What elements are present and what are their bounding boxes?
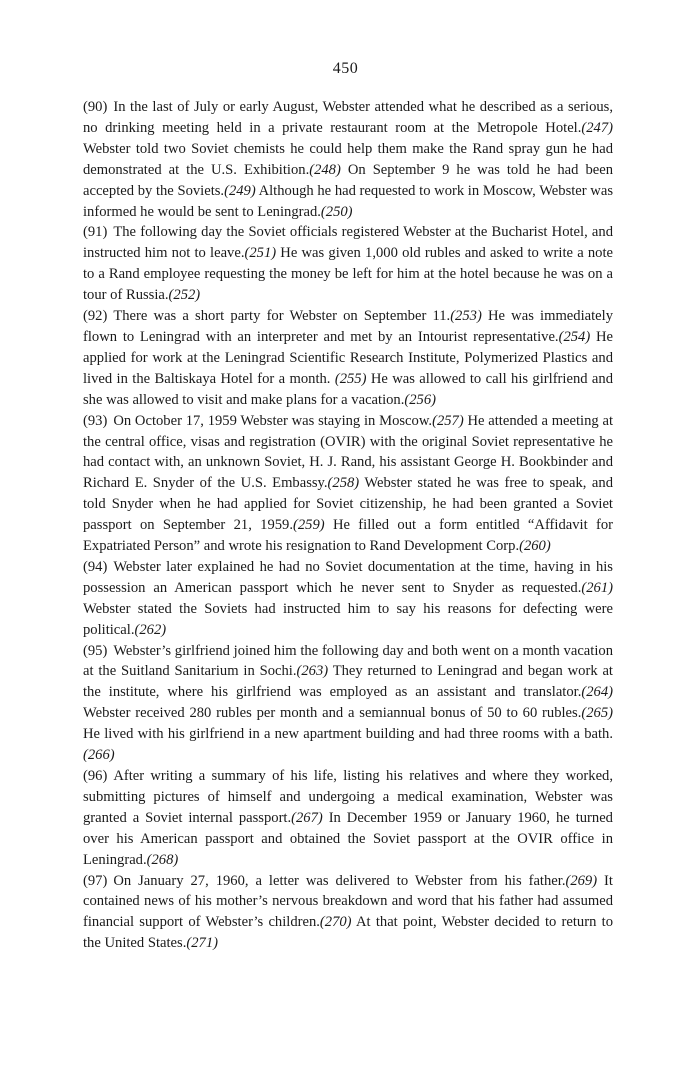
paragraph-text: He was given 1,000 old rubles and asked to write a note to a Rand employee requesting the money be left for him at the hotel because he was on a tour of Russia. — [83, 245, 614, 304]
footnote-reference: (261) — [581, 579, 613, 596]
paragraph — [83, 557, 613, 641]
footnote-reference: (265) — [581, 705, 613, 722]
footnote-reference: (262) — [134, 621, 167, 638]
paragraph — [83, 222, 613, 306]
paragraph-text: Although he had requested to work in Moscow, Webster was informed he would be sent to Leningrad. — [83, 182, 614, 220]
footnote-reference: (266) — [83, 747, 115, 764]
paragraph-text: They returned to Leningrad and began work at the institute, where his girlfriend was employed as an assistant and translator. — [83, 663, 613, 701]
paragraph-text: It contained news of his mother’s nervous breakdown and word that his father had assumed financial support of Webster’s children. — [83, 872, 613, 931]
footnote-reference: (257) — [432, 412, 464, 429]
paragraph-number: (93) — [83, 412, 108, 429]
footnote-reference: (267) — [291, 809, 323, 826]
footnote-reference: (248) — [309, 161, 341, 178]
paragraph — [83, 871, 613, 955]
paragraph — [83, 306, 613, 411]
paragraph-number: (92) — [83, 308, 108, 325]
paragraph — [83, 411, 613, 557]
paragraph — [83, 641, 613, 766]
footnote-reference: (253) — [450, 308, 482, 325]
footnote-reference: (269) — [565, 872, 598, 889]
paragraph-text: Webster stated he was free to speak, and told Snyder when he had applied for Soviet citizenship, he had been granted a Soviet passport on September 21, 1959. — [83, 475, 613, 534]
paragraph-number: (91) — [83, 224, 108, 241]
footnote-reference: (254) — [558, 328, 591, 345]
paragraph-text: Webster later explained he had no Soviet documentation at the time, having in his possession an American passport which he never sent to Snyder as requested. — [83, 558, 613, 596]
paragraph-text: He was allowed to call his girlfriend and she was allowed to visit and make plans for a vacation. — [83, 370, 613, 408]
paragraph-number: (97) — [83, 872, 108, 889]
footnote-reference: (247) — [581, 119, 613, 136]
paragraph — [83, 97, 613, 222]
footnote-reference: (264) — [581, 684, 613, 701]
footnote-reference: (255) — [334, 370, 367, 387]
paragraph-number: (90) — [83, 99, 108, 115]
paragraph-text: He lived with his girlfriend in a new apartment building and had three rooms with a bath. — [83, 726, 613, 743]
footnote-reference: (259) — [293, 517, 325, 534]
paragraph-text: He applied for work at the Leningrad Scientific Research Institute, Polymerized Plastics and lived in the Baltiskaya Hotel for a month. — [83, 328, 613, 387]
paragraph-text: At that point, Webster decided to return to the United States. — [83, 914, 613, 952]
paragraph-text: Webster told two Soviet chemists he could help them make the Rand spray gun he had demonstrated at the U.S. Exhibition. — [83, 140, 613, 178]
paragraph-text: There was a short party for Webster on September 11. — [113, 308, 451, 325]
paragraph-text: In the last of July or early August, Webster attended what he described as a serious, no drinking meeting held in a private restaurant room at the Metropole Hotel. — [83, 99, 613, 136]
footnote-reference: (252) — [168, 287, 201, 304]
paragraph-text: On January 27, 1960, a letter was delivered to Webster from his father. — [113, 872, 566, 889]
paragraph-text: He filled out a form entitled “Affidavit for Expatriated Person” and wrote his resignation to Rand Development Corp. — [83, 517, 613, 555]
paragraph-number: (96) — [83, 768, 108, 784]
paragraph-text: Webster received 280 rubles per month and a semiannual bonus of 50 to 60 rubles. — [83, 705, 582, 722]
paragraph-text: On September 9 he was told he had been accepted by the Soviets. — [83, 161, 613, 199]
paragraph-text: Webster’s girlfriend joined him the following day and both went on a month vacation at the Suitland Sanitarium in Sochi. — [83, 642, 613, 680]
paragraph-text: The following day the Soviet officials registered Webster at the Bucharist Hotel, and instructed him not to leave. — [83, 224, 613, 262]
paragraph-text: In December 1959 or January 1960, he turned over his American passport and obtained the Soviet passport at the OVIR office in Leningrad. — [83, 809, 613, 868]
footnote-reference: (249) — [224, 182, 256, 199]
footnote-reference: (271) — [186, 935, 218, 952]
paragraph-number: (95) — [83, 642, 108, 659]
paragraph-text: On October 17, 1959 Webster was staying in Moscow. — [113, 412, 433, 429]
footnote-reference: (268) — [146, 851, 179, 868]
page-number: 450 — [332, 60, 359, 77]
paragraph — [83, 766, 613, 871]
paragraph-text: After writing a summary of his life, listing his relatives and where they worked, submitting pictures of himself and undergoing a medical examination, Webster was granted a Soviet internal passport. — [83, 768, 613, 826]
footnote-reference: (263) — [296, 663, 329, 680]
footnote-reference: (251) — [244, 245, 277, 262]
footnote-reference: (256) — [404, 391, 437, 408]
paragraph-text: Webster stated the Soviets had instructed him to say his reasons for defecting were political. — [83, 600, 613, 638]
footnote-reference: (260) — [519, 538, 551, 555]
document-body — [83, 97, 613, 954]
footnote-reference: (258) — [327, 475, 360, 492]
footnote-reference: (270) — [319, 914, 352, 931]
paragraph-text: He was immediately flown to Leningrad with an interpreter and met by an Intourist representative. — [83, 308, 613, 345]
paragraph-number: (94) — [83, 558, 108, 575]
footnote-reference: (250) — [320, 203, 353, 220]
paragraph-text: He attended a meeting at the central office, visas and registration (OVIR) with the original Soviet representative he had contact with, an unknown Soviet, H. J. Rand, his assistant George H. Bookbinder and Richard E. Snyder of the U.S. Embassy. — [83, 412, 613, 492]
